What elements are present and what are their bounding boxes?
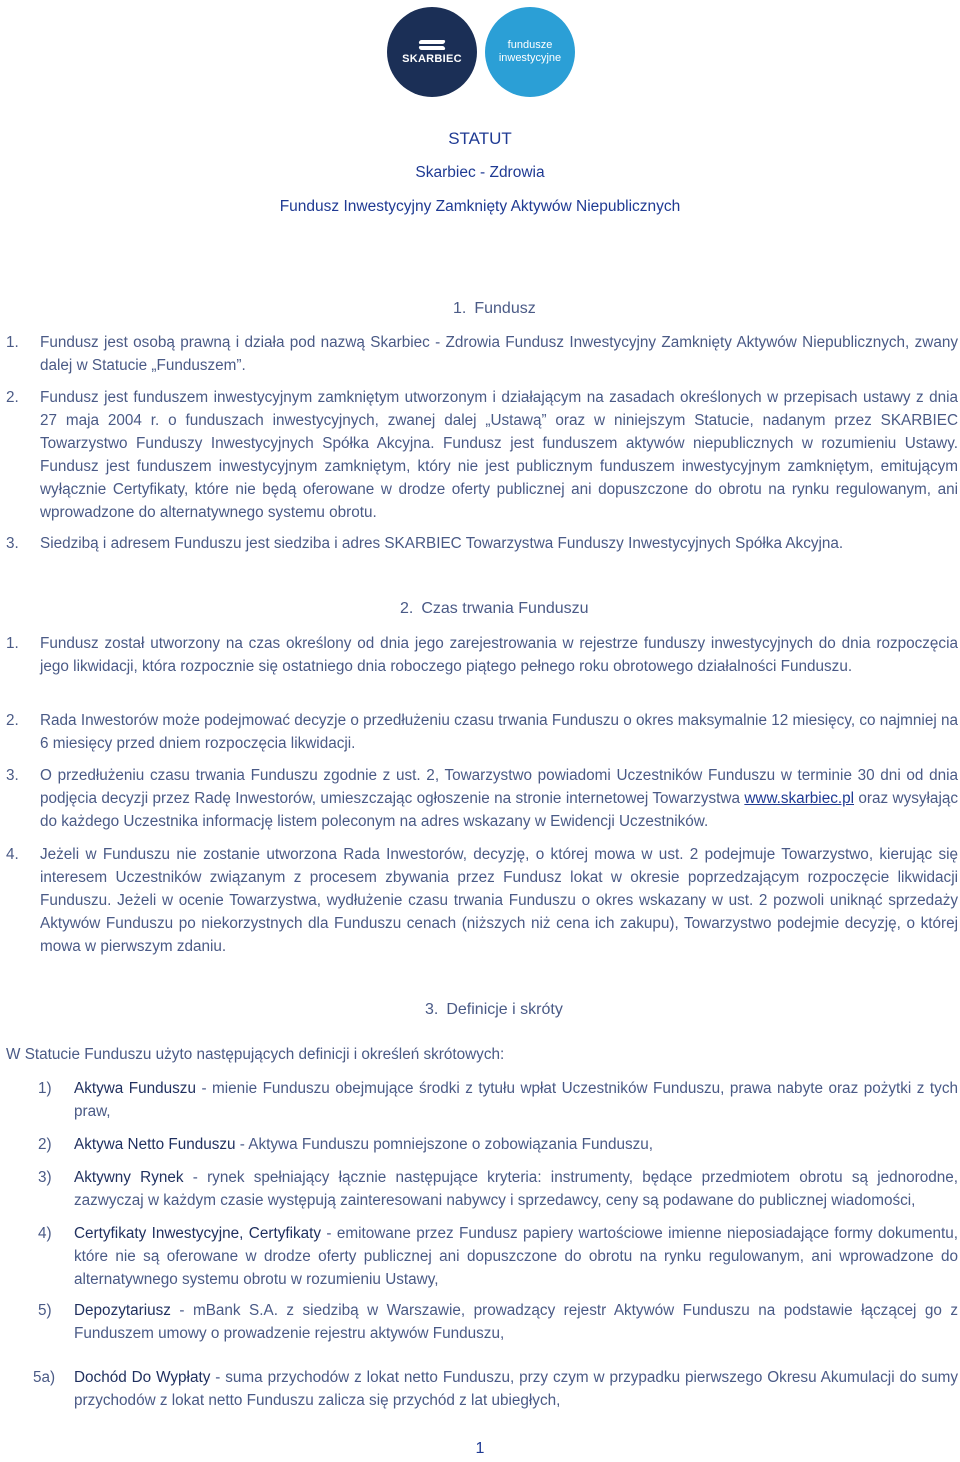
definition-term: Aktywa Netto Funduszu (74, 1136, 236, 1153)
document-title: STATUT (448, 129, 512, 148)
definition-body: - rynek spełniający łącznie następujące kryteria: instrumenty, będące przedmiotem obrotu są jednorodne, zazwyczaj w każdym czasie występują zainteresowani nabywcy i sprzedawcy, ceny są podawane do publicznej wiadomości, (74, 1169, 959, 1209)
paragraph-number: 3. (6, 535, 19, 552)
section-title: Czas trwania Funduszu (421, 600, 589, 617)
paragraph-number: 1. (6, 334, 19, 351)
paragraph-text: Fundusz został utworzony na czas określony od dnia jego zarejestrowania w rejestrze funduszy inwestycyjnych do dnia rozpoczęcia jego likwidacji, która rozpocznie się ostatniego dnia roboczego piątego pełnego roku obrotowego działalności Funduszu. (40, 635, 958, 675)
definition-term: Aktywa Funduszu (74, 1080, 196, 1097)
definition-number: 3) (38, 1169, 52, 1186)
skarbiec-logo (387, 7, 477, 97)
paragraph-text-after: oraz wysyłając do każdego Uczestnika informację listem poleconym na adres wskazany w Ewidencji Uczestników. (40, 790, 958, 830)
section-title: Fundusz (474, 300, 536, 317)
section-2-heading (400, 597, 589, 621)
definition-text (74, 1133, 958, 1156)
definition-text (74, 1222, 958, 1291)
definition-number: 4) (38, 1225, 52, 1242)
paragraph-number: 4. (6, 846, 19, 863)
definition-term: Certyfikaty Inwestycyjne, Certyfikaty (74, 1225, 322, 1242)
section-title: Definicje i skróty (446, 1001, 563, 1018)
paragraph-text: Fundusz jest osobą prawną i działa pod nazwą Skarbiec - Zdrowia Fundusz Inwestycyjny Zamknięty Aktywów Niepublicznych, zwany dalej w Statucie „Funduszem”. (40, 334, 958, 374)
skarbiec-logo-word: SKARBIEC (402, 52, 462, 65)
definition-body: - mienie Funduszu obejmujące środki z tytułu wpłat Uczestników Funduszu, prawa nabyte oraz pożytki z tych praw, (74, 1080, 958, 1120)
fund-subtitle: Skarbiec - Zdrowia (415, 164, 545, 181)
section-3-heading (425, 998, 563, 1022)
definition-term: Dochód Do Wypłaty (74, 1369, 211, 1386)
definition-term: Depozytariusz (74, 1302, 171, 1319)
paragraph-text: Siedzibą i adresem Funduszu jest siedziba i adres SKARBIEC Towarzystwa Funduszy Inwestycyjnych Spółka Akcyjna. (40, 535, 844, 552)
paragraph-number: 2. (6, 712, 19, 729)
definition-text (74, 1299, 958, 1345)
paragraph-number: 2. (6, 389, 19, 406)
definition-body: - Aktywa Funduszu pomniejszone o zobowiązania Funduszu, (235, 1136, 654, 1153)
skarbiec-website-link[interactable]: www.skarbiec.pl (744, 790, 855, 807)
fund-full-name: Fundusz Inwestycyjny Zamknięty Aktywów Niepublicznych (279, 198, 681, 215)
definition-body: - mBank S.A. z siedzibą w Warszawie, prowadzący rejestr Aktywów Funduszu na podstawie łączącej go z Funduszem umowy o prowadzenie rejestru aktywów Funduszu, (74, 1302, 958, 1342)
definition-number: 5) (38, 1302, 52, 1319)
definitions-intro: W Statucie Funduszu użyto następujących definicji i określeń skrótowych: (6, 1046, 505, 1063)
fundusze-logo (485, 7, 575, 97)
paragraph-text: Fundusz jest funduszem inwestycyjnym zamkniętym utworzonym i działającym na zasadach określonych w przepisach ustawy z dnia 27 maja 2004 r. o funduszach inwestycyjnych, zwanej dalej „Ustawą” oraz w niniejszym Statucie, nadanym przez SKARBIEC Towarzystwo Funduszy Inwestycyjnych Spółka Akcyjna. Fundusz jest funduszem aktywów niepublicznych w rozumieniu Ustawy. Fundusz jest funduszem inwestycyjnym zamkniętym, który nie jest publicznym funduszem inwestycyjnym zamkniętym, emitującym wyłącznie Certyfikaty, które nie będą oferowane w drodze oferty publicznej ani dopuszczone do obrotu na rynku regulowanym, ani wprowadzone do alternatywnego systemu obrotu. (40, 389, 958, 521)
paragraph-text-before: O przedłużeniu czasu trwania Funduszu zgodnie z ust. 2, Towarzystwo powiadomi Uczestników Funduszu w terminie 30 dni od dnia podjęcia decyzji przez Radę Inwestorów, umieszczając ogłoszenie na stronie internetowej Towarzystwa (40, 767, 958, 807)
fundusze-logo-line2: inwestycyjne (498, 52, 562, 64)
definition-body: - emitowane przez Fundusz papiery wartościowe imienne nieposiadające formy dokumentu, które nie są oferowane w drodze oferty publicznej ani dopuszczone do obrotu na rynku regulowanym, ani wprowadzone do alternatywnego systemu obrotu w rozumieniu Ustawy, (74, 1225, 958, 1288)
page-number: 1 (475, 1440, 485, 1457)
logos (387, 7, 575, 97)
fundusze-logo-line1: fundusze (507, 39, 553, 51)
paragraph-number: 3. (6, 767, 19, 784)
definition-term: Aktywny Rynek (74, 1169, 184, 1186)
paragraph-text: Jeżeli w Funduszu nie zostanie utworzona Rada Inwestorów, decyzję, o której mowa w ust. 2 podejmuje Towarzystwo, kierując się interesem Uczestników związanym z procesem zbywania przez Fundusz lokat w okresie poprzedzającym rozpoczęcie likwidacji Funduszu. Jeżeli w ocenie Towarzystwa, wydłużenie czasu trwania Funduszu o okres wskazany w ust. 2 pozwoli uniknąć sprzedaży Aktywów Funduszu po niekorzystnych dla Funduszu cenach (niższych niż cena ich zakupu), Towarzystwo podejmie decyzję, o której mowa w pierwszym zdaniu. (40, 846, 958, 955)
definition-text (74, 1366, 958, 1412)
section-number: 3. (425, 1001, 439, 1018)
paragraph-text: Rada Inwestorów może podejmować decyzje o przedłużeniu czasu trwania Funduszu o okres maksymalnie 12 miesięcy, co najmniej na 6 miesięcy przed dniem rozpoczęcia likwidacji. (40, 712, 958, 752)
definition-text (74, 1166, 958, 1212)
definition-body: - suma przychodów z lokat netto Funduszu, przy czym w przypadku pierwszego Okresu Akumulacji do sumy przychodów z lokat netto Funduszu zalicza się przychód z lat ubiegłych, (74, 1369, 958, 1409)
definition-number: 2) (38, 1136, 52, 1153)
paragraph-text (40, 764, 958, 833)
section-number: 2. (400, 600, 414, 617)
definition-number: 5a) (33, 1369, 56, 1386)
skarbiec-mark-icon (419, 40, 445, 50)
section-number: 1. (453, 300, 467, 317)
section-1-heading (453, 297, 536, 321)
definition-number: 1) (38, 1080, 52, 1097)
paragraph-number: 1. (6, 635, 19, 652)
definition-text (74, 1077, 958, 1123)
